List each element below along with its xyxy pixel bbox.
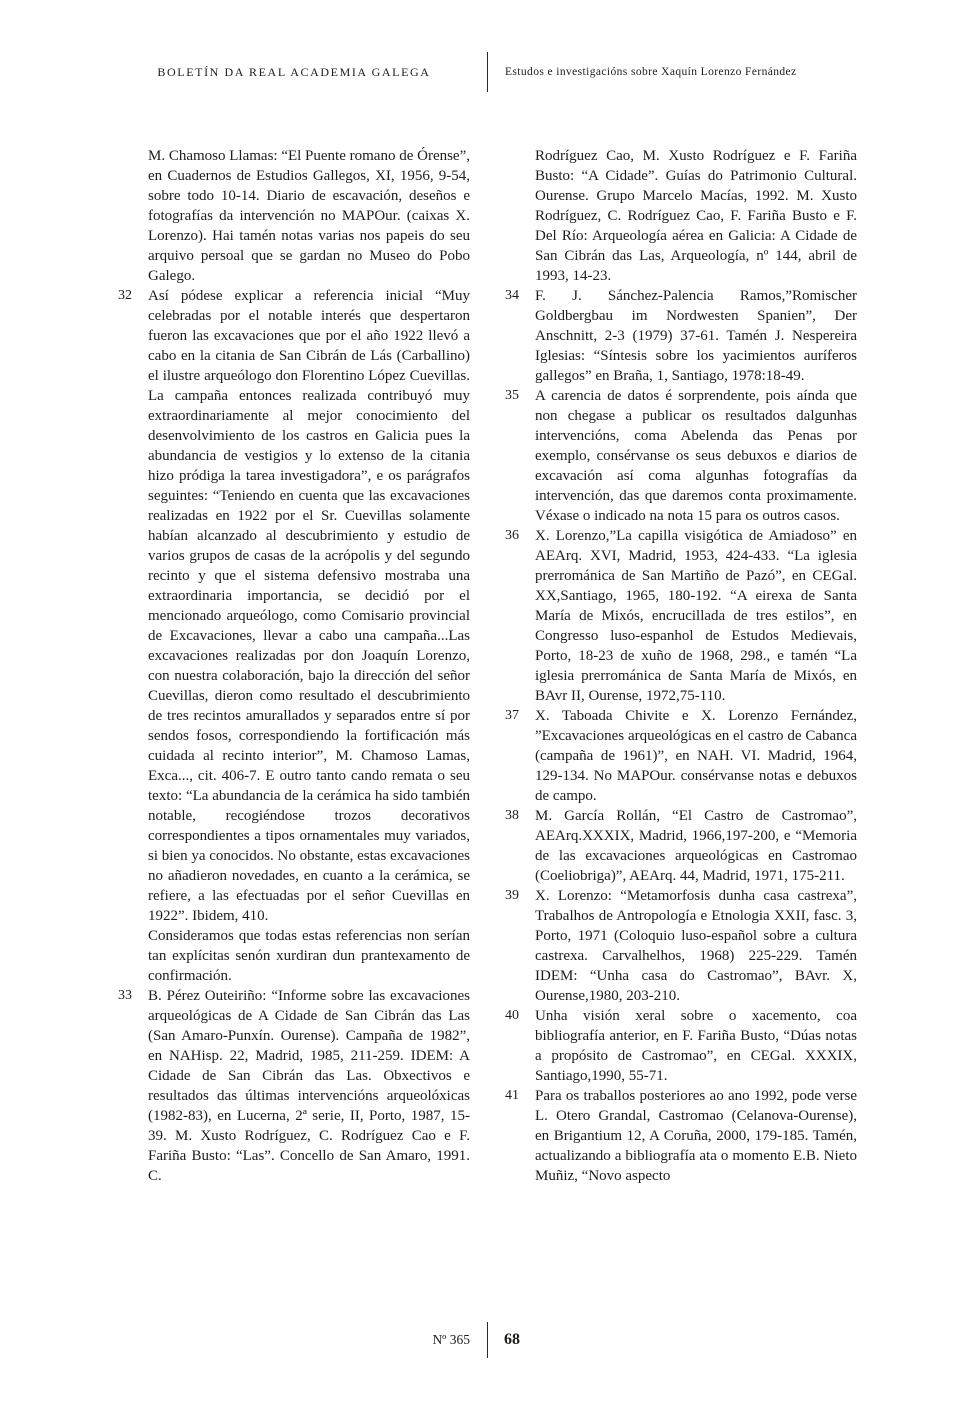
note-paragraph: X. Lorenzo,”La capilla visigótica de Amiadoso” en AEArq. XVI, Madrid, 1953, 424-433. “La iglesia prerrománica de San Martiño de Pazó”, en CEGal. XX,Santiago, 1965, 180-192. “A eirexa de Santa María de Mixós, encrucillada de tres estilos”, en Congresso luso-espanhol de Estudos Medievais, Porto, 18-23 de xuño de 1968, 298., e tamén “La iglesia prerrománica de Santa María de Mixós, en BAvr II, Ourense, 1972,75-110. — [535, 528, 857, 704]
section-title: Estudos e investigacións sobre Xaquín Lorenzo Fernández — [505, 66, 797, 78]
page-header — [118, 52, 857, 92]
note-number: 34 — [505, 288, 519, 303]
note-paragraph: X. Lorenzo: “Metamorfosis dunha casa castrexa”, Trabalhos de Antropología e Etnologia XXII, fasc. 3, Porto, 1971 (Coloquio luso-español sobre a cultura castrexa. Carvalhelhos, 1968) 225-229. Tamén IDEM: “Unha casa do Castromao”, BAvr. X, Ourense,1980, 203-210. — [535, 888, 857, 1004]
note-text — [535, 286, 857, 386]
notes-content — [118, 146, 857, 1186]
journal-title: BOLETÍN DA REAL ACADEMIA GALEGA — [157, 64, 431, 79]
note-block — [505, 1086, 857, 1186]
note-paragraph: F. J. Sánchez-Palencia Ramos,”Romischer Goldbergbau im Nordwesten Spanien”, Der Anschnitt, 2-3 (1979) 37-61. Tamén J. Nespereira Iglesias: “Síntesis sobre los yacimientos auríferos gallegos” en Braña, 1, Santiago, 1978:18-49. — [535, 288, 857, 384]
note-text — [535, 526, 857, 706]
note-paragraph: Así pódese explicar a referencia inicial “Muy celebradas por el notable interés que despertaron fueron las excavaciones que por el año 1922 llevó a cabo en la citania de San Cibrán de Lás (Carballino) el ilustre arqueólogo don Florentino López Cuevillas. La campaña entonces realizada contribuyó muy extraordinariamente al mejor conocimiento del desenvolvimiento de los castros en Galicia pues la abundancia de vestigios y lo extenso de la citania hizo pródiga la tarea investigadora”, e os parágrafos seguintes: “Teniendo en cuenta que las excavaciones realizadas en 1922 por el Sr. Cuevillas solamente habían alcanzado al descubrimiento y estudio de varios grupos de casas de la acrópolis y del segundo recinto y que el sistema defensivo mostraba una extraordinaria importancia, se decidió por el mencionado arqueólogo, como Comisario provincial de Excavaciones, llevar a cabo una campaña...Las excavaciones realizadas por don Joaquín Lorenzo, con nuestra colaboración, bajo la dirección del señor Cuevillas, dieron como resultado el descubrimiento de tres recintos amurallados y separados entre sí por sendos fosos, correspondiendo la fortificación más cuidada al recinto interior”, M. Chamoso Lamas, Exca..., cit. 406-7. E outro tanto cando remata o seu texto: “La abundancia de la cerámica ha sido también notable, recogiéndose trozos decorativos correspondientes a tipos ornamentales muy variados, si bien ya conocidos. No obstante, estas excavaciones no añadieron novedades, en cuanto a la cerámica, se refiere, a las efectuadas por el señor Cuevillas en 1922”. Ibidem, 410. — [148, 288, 470, 924]
note-block — [505, 386, 857, 526]
note-block — [505, 286, 857, 386]
left-column — [118, 146, 470, 1186]
note-block — [505, 706, 857, 806]
note-paragraph: B. Pérez Outeiriño: “Informe sobre las excavaciones arqueológicas de A Cidade de San Cibrán das Las (San Amaro-Punxín. Ourense). Campaña de 1982”, en NAHisp. 22, Madrid, 1985, 211-259. IDEM: A Cidade de San Cibrán das Las. Obxectivos e resultados das últimas intervencións arqueolóxicas (1982-83), en Lucerna, 2ª serie, II, Porto, 1987, 15-39. M. Xusto Rodríguez, C. Rodríguez Cao e F. Fariña Busto: “Las”. Concello de San Amaro, 1991. C. — [148, 988, 470, 1184]
note-text — [148, 146, 470, 286]
note-number: 36 — [505, 528, 519, 543]
note-number: 38 — [505, 808, 519, 823]
note-text — [535, 1086, 857, 1186]
note-block — [118, 286, 470, 986]
note-paragraph: M. García Rollán, “El Castro de Castromao”, AEArq.XXXIX, Madrid, 1966,197-200, e “Memoria de las excavaciones arqueológicas en Castromao (Coeliobriga)”, AEArq. 44, Madrid, 1971, 175-211. — [535, 808, 857, 884]
note-paragraph: Para os traballos posteriores ao ano 1992, pode verse L. Otero Grandal, Castromao (Celanova-Ourense), en Brigantium 12, A Coruña, 2000, 179-185. Tamén, actualizando a bibliografía ata o momento E.B. Nieto Muñiz, “Novo aspecto — [535, 1088, 857, 1184]
note-number: 33 — [118, 988, 132, 1003]
note-text — [535, 706, 857, 806]
note-number — [118, 146, 148, 286]
issue-number: Nº 365 — [432, 1332, 470, 1347]
note-continuation — [118, 146, 470, 286]
note-text — [535, 806, 857, 886]
note-block — [505, 1006, 857, 1086]
note-number: 32 — [118, 288, 132, 303]
note-text — [535, 886, 857, 1006]
right-column — [505, 146, 857, 1186]
note-block — [505, 806, 857, 886]
note-number — [505, 146, 535, 286]
note-paragraph: Consideramos que todas estas referencias non serían tan explícitas senón xurdiran dun prantexamento de confirmación. — [148, 928, 470, 984]
note-text — [535, 386, 857, 526]
note-number: 35 — [505, 388, 519, 403]
note-text — [535, 1006, 857, 1086]
note-continuation — [505, 146, 857, 286]
note-number: 41 — [505, 1088, 519, 1103]
page-number: 68 — [504, 1331, 520, 1348]
note-paragraph: Unha visión xeral sobre o xacemento, coa bibliografía anterior, en F. Fariña Busto, “Dúas notas a propósito de Castromao”, en CEGal. XXXIX, Santiago,1990, 55-71. — [535, 1008, 857, 1084]
note-paragraph: A carencia de datos é sorprendente, pois aínda que non chegase a publicar os resultados dalgunhas intervencións, coma Abelenda das Penas por exemplo, consérvanse os seus debuxos e diarios de excavación así coma algunhas fotografías da intervención, das que daremos conta proximamente. Véxase o indicado na nota 15 para os outros casos. — [535, 388, 857, 524]
note-block — [118, 986, 470, 1186]
note-paragraph: Rodríguez Cao, M. Xusto Rodríguez e F. Fariña Busto: “A Cidade”. Guías do Patrimonio Cultural. Ourense. Grupo Marcelo Macías, 1992. M. Xusto Rodríguez, C. Rodríguez Cao, F. Fariña Busto e F. Del Río: Arqueología aérea en Galicia: A Cidade de San Cibrán das Las, Arqueología, nº 144, abril de 1993, 14-23. — [535, 148, 857, 284]
note-text — [148, 286, 470, 986]
page-footer — [0, 1322, 975, 1358]
note-number: 39 — [505, 888, 519, 903]
note-number: 37 — [505, 708, 519, 723]
note-block — [505, 886, 857, 1006]
note-paragraph: M. Chamoso Llamas: “El Puente romano de Órense”, en Cuadernos de Estudios Gallegos, XI, 1956, 9-54, sobre todo 10-14. Diario de escavación, deseños e fotografías da intervención no MAPOur. (caixas X. Lorenzo). Hai tamén notas varias nos papeis do seu arquivo persoal que se gardan no Museo do Pobo Galego. — [148, 148, 471, 284]
header-divider — [487, 52, 488, 92]
note-block — [505, 526, 857, 706]
note-number: 40 — [505, 1008, 519, 1023]
note-text — [535, 146, 857, 286]
note-text — [148, 986, 470, 1186]
note-paragraph: X. Taboada Chivite e X. Lorenzo Fernández, ”Excavaciones arqueológicas en el castro de Cabanca (campaña de 1961)”, en NAH. VI. Madrid, 1964, 129-134. No MAPOur. consérvanse notas e debuxos de campo. — [535, 708, 857, 804]
